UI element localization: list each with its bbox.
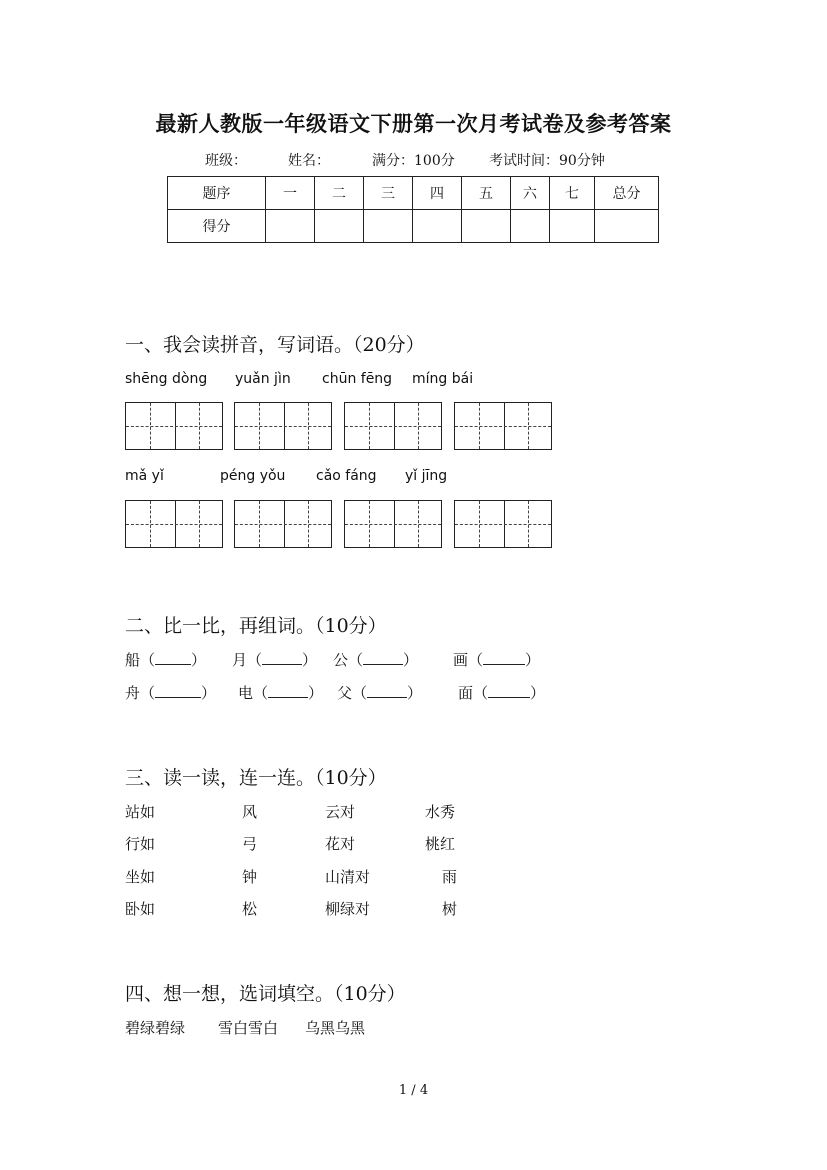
compare-item — [453, 649, 540, 670]
writing-grid[interactable] — [344, 500, 442, 548]
char-label: 电（ — [238, 684, 269, 702]
paren-close: ） — [302, 651, 318, 669]
header-cell: 题序 — [168, 177, 266, 210]
match-item[interactable]: 风 — [242, 803, 258, 821]
match-item[interactable]: 山清对 — [325, 868, 371, 886]
answer-blank[interactable] — [488, 683, 530, 698]
page-title: 最新人教版一年级语文下册第一次月考试卷及参考答案 — [155, 111, 672, 136]
class-label: 班级： — [205, 153, 247, 169]
word-option: 雪白雪白 — [218, 1019, 279, 1037]
compare-item — [125, 682, 216, 703]
writing-grid[interactable] — [125, 402, 223, 450]
paren-close: ） — [407, 684, 423, 702]
score-cell[interactable] — [364, 210, 413, 243]
pinyin-label: míng bái — [412, 371, 474, 387]
header-cell: 五 — [462, 177, 511, 210]
match-item[interactable]: 水秀 — [425, 803, 456, 821]
page-number: 1 / 4 — [398, 1083, 429, 1098]
paren-close: ） — [403, 651, 419, 669]
score-cell[interactable] — [550, 210, 595, 243]
writing-grid[interactable] — [344, 402, 442, 450]
header-cell: 一 — [266, 177, 315, 210]
header-cell: 七 — [550, 177, 595, 210]
char-label: 舟（ — [125, 684, 156, 702]
score-table-header-row — [168, 177, 659, 210]
word-option: 乌黑乌黑 — [305, 1019, 366, 1037]
match-item[interactable]: 花对 — [325, 835, 356, 853]
paren-close: ） — [530, 684, 546, 702]
match-item[interactable]: 行如 — [125, 835, 156, 853]
compare-item — [333, 649, 418, 670]
header-cell: 二 — [315, 177, 364, 210]
writing-grid[interactable] — [125, 500, 223, 548]
answer-blank[interactable] — [262, 650, 302, 665]
answer-blank[interactable] — [155, 650, 191, 665]
answer-blank[interactable] — [367, 683, 407, 698]
name-label: 姓名： — [288, 153, 330, 169]
score-cell[interactable] — [315, 210, 364, 243]
compare-item — [337, 682, 422, 703]
pinyin-label: mǎ yǐ — [125, 468, 164, 484]
paren-close: ） — [308, 684, 324, 702]
full-score: 满分：100分 — [372, 153, 455, 169]
match-item[interactable]: 卧如 — [125, 900, 156, 918]
answer-blank[interactable] — [363, 650, 403, 665]
pinyin-label: chūn fēng — [322, 371, 393, 387]
char-label: 月（ — [232, 651, 263, 669]
char-label: 父（ — [337, 684, 368, 702]
pinyin-label: péng yǒu — [220, 468, 286, 484]
score-table-score-row — [168, 210, 659, 243]
score-cell[interactable] — [595, 210, 659, 243]
paren-close: ） — [525, 651, 541, 669]
section1-heading: 一、我会读拼音，写词语。（20分） — [125, 334, 425, 356]
writing-grid[interactable] — [234, 500, 332, 548]
char-label: 画（ — [453, 651, 484, 669]
header-cell: 总分 — [595, 177, 659, 210]
char-label: 船（ — [125, 651, 156, 669]
score-cell[interactable] — [462, 210, 511, 243]
match-item[interactable]: 桃红 — [425, 835, 456, 853]
match-item[interactable]: 云对 — [325, 803, 356, 821]
compare-item — [238, 682, 323, 703]
score-cell[interactable] — [511, 210, 550, 243]
header-cell: 四 — [413, 177, 462, 210]
paren-close: ） — [191, 651, 207, 669]
char-label: 公（ — [333, 651, 364, 669]
writing-grid[interactable] — [454, 500, 552, 548]
match-item[interactable]: 柳绿对 — [325, 900, 371, 918]
writing-grid[interactable] — [454, 402, 552, 450]
match-item[interactable]: 松 — [242, 900, 258, 918]
score-cell[interactable] — [266, 210, 315, 243]
char-label: 面（ — [458, 684, 489, 702]
pinyin-label: yǐ jīng — [405, 468, 448, 484]
compare-item — [458, 682, 545, 703]
match-item[interactable]: 站如 — [125, 803, 156, 821]
score-table — [167, 176, 659, 243]
section4-heading: 四、想一想，选词填空。（10分） — [125, 983, 406, 1005]
answer-blank[interactable] — [483, 650, 525, 665]
word-option: 碧绿碧绿 — [125, 1019, 186, 1037]
score-cell[interactable] — [413, 210, 462, 243]
answer-blank[interactable] — [268, 683, 308, 698]
pinyin-label: cǎo fáng — [316, 468, 377, 484]
match-item[interactable]: 钟 — [242, 868, 258, 886]
score-row-label: 得分 — [168, 210, 266, 243]
compare-item — [232, 649, 317, 670]
writing-grid[interactable] — [234, 402, 332, 450]
pinyin-label: yuǎn jìn — [235, 371, 291, 387]
match-item[interactable]: 坐如 — [125, 868, 156, 886]
answer-blank[interactable] — [155, 683, 201, 698]
section3-heading: 三、读一读，连一连。（10分） — [125, 767, 387, 789]
paren-close: ） — [201, 684, 217, 702]
compare-item — [125, 649, 206, 670]
section2-heading: 二、比一比，再组词。（10分） — [125, 615, 387, 637]
pinyin-label: shēng dòng — [125, 371, 208, 387]
match-item[interactable]: 弓 — [242, 835, 258, 853]
match-item[interactable]: 树 — [442, 900, 458, 918]
header-cell: 三 — [364, 177, 413, 210]
match-item[interactable]: 雨 — [442, 868, 458, 886]
exam-time: 考试时间：90分钟 — [489, 153, 605, 169]
header-cell: 六 — [511, 177, 550, 210]
